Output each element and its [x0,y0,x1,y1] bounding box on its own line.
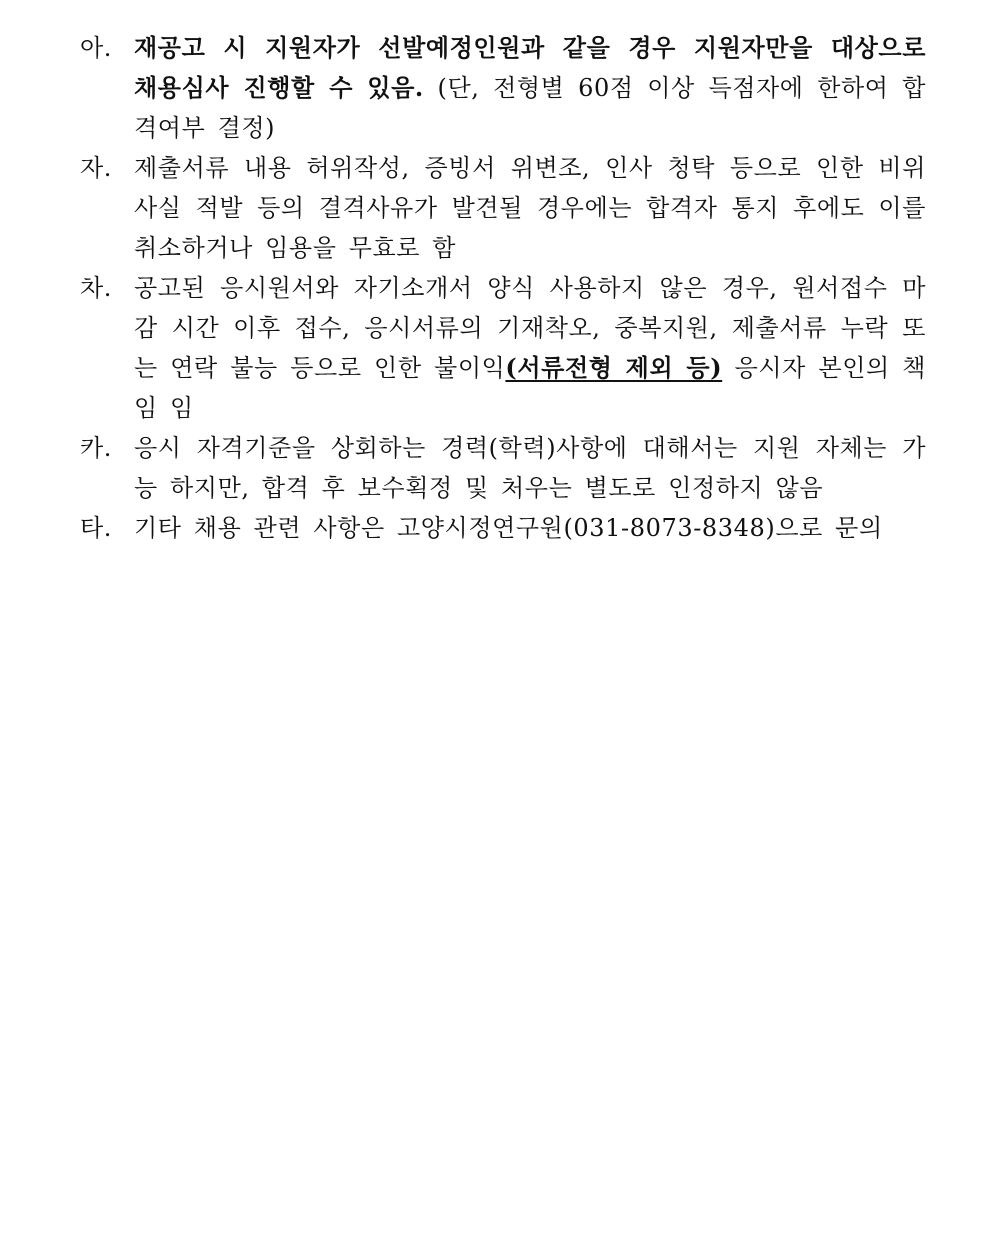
notice-text: (단, 전형별 60점 이상 득점자에 한하여 합격여부 결정) [134,74,926,142]
notice-marker: 자. [80,154,113,182]
notice-marker: 차. [80,274,113,302]
notice-item-ka [80,428,926,508]
notice-text: 제출서류 내용 허위작성, 증빙서 위변조, 인사 청탁 등으로 인한 비위 사실 적발 등의 결격사유가 발견될 경우에는 합격자 통지 후에도 이를 취소하거나 임용을 무효로 함 [134,154,926,262]
notice-marker: 아. [80,34,113,62]
notice-marker: 타. [80,514,113,542]
underlined-exception-text: (서류전형 제외 등) [505,353,723,382]
notice-bold-text: 재공고 시 지원자가 선발예정인원과 같을 경우 지원자만을 대상으로 채용심사 진행할 수 있음. [134,33,926,102]
notice-marker: 카. [80,434,113,462]
notice-body [134,28,926,148]
notice-list [80,28,926,548]
notice-text: 공고된 응시원서와 자기소개서 양식 사용하지 않은 경우, 원서접수 마감 시간 이후 접수, 응시서류의 기재착오, 중복지원, 제출서류 누락 또는 연락 불능 등으로 인한 불이익 [134,274,926,382]
notice-text: 응시 자격기준을 상회하는 경력(학력)사항에 대해서는 지원 자체는 가능 하지만, 합격 후 보수획정 및 처우는 별도로 인정하지 않음 [134,434,926,502]
notice-item-a [80,28,926,148]
notice-text: 기타 채용 관련 사항은 고양시정연구원(031-8073-8348)으로 문의 [134,514,883,542]
notice-item-cha [80,268,926,428]
notice-item-ja [80,148,926,268]
notice-text: 응시자 본인의 책임 임 [134,354,926,422]
notice-item-ta [80,508,926,548]
notice-body [134,268,926,428]
